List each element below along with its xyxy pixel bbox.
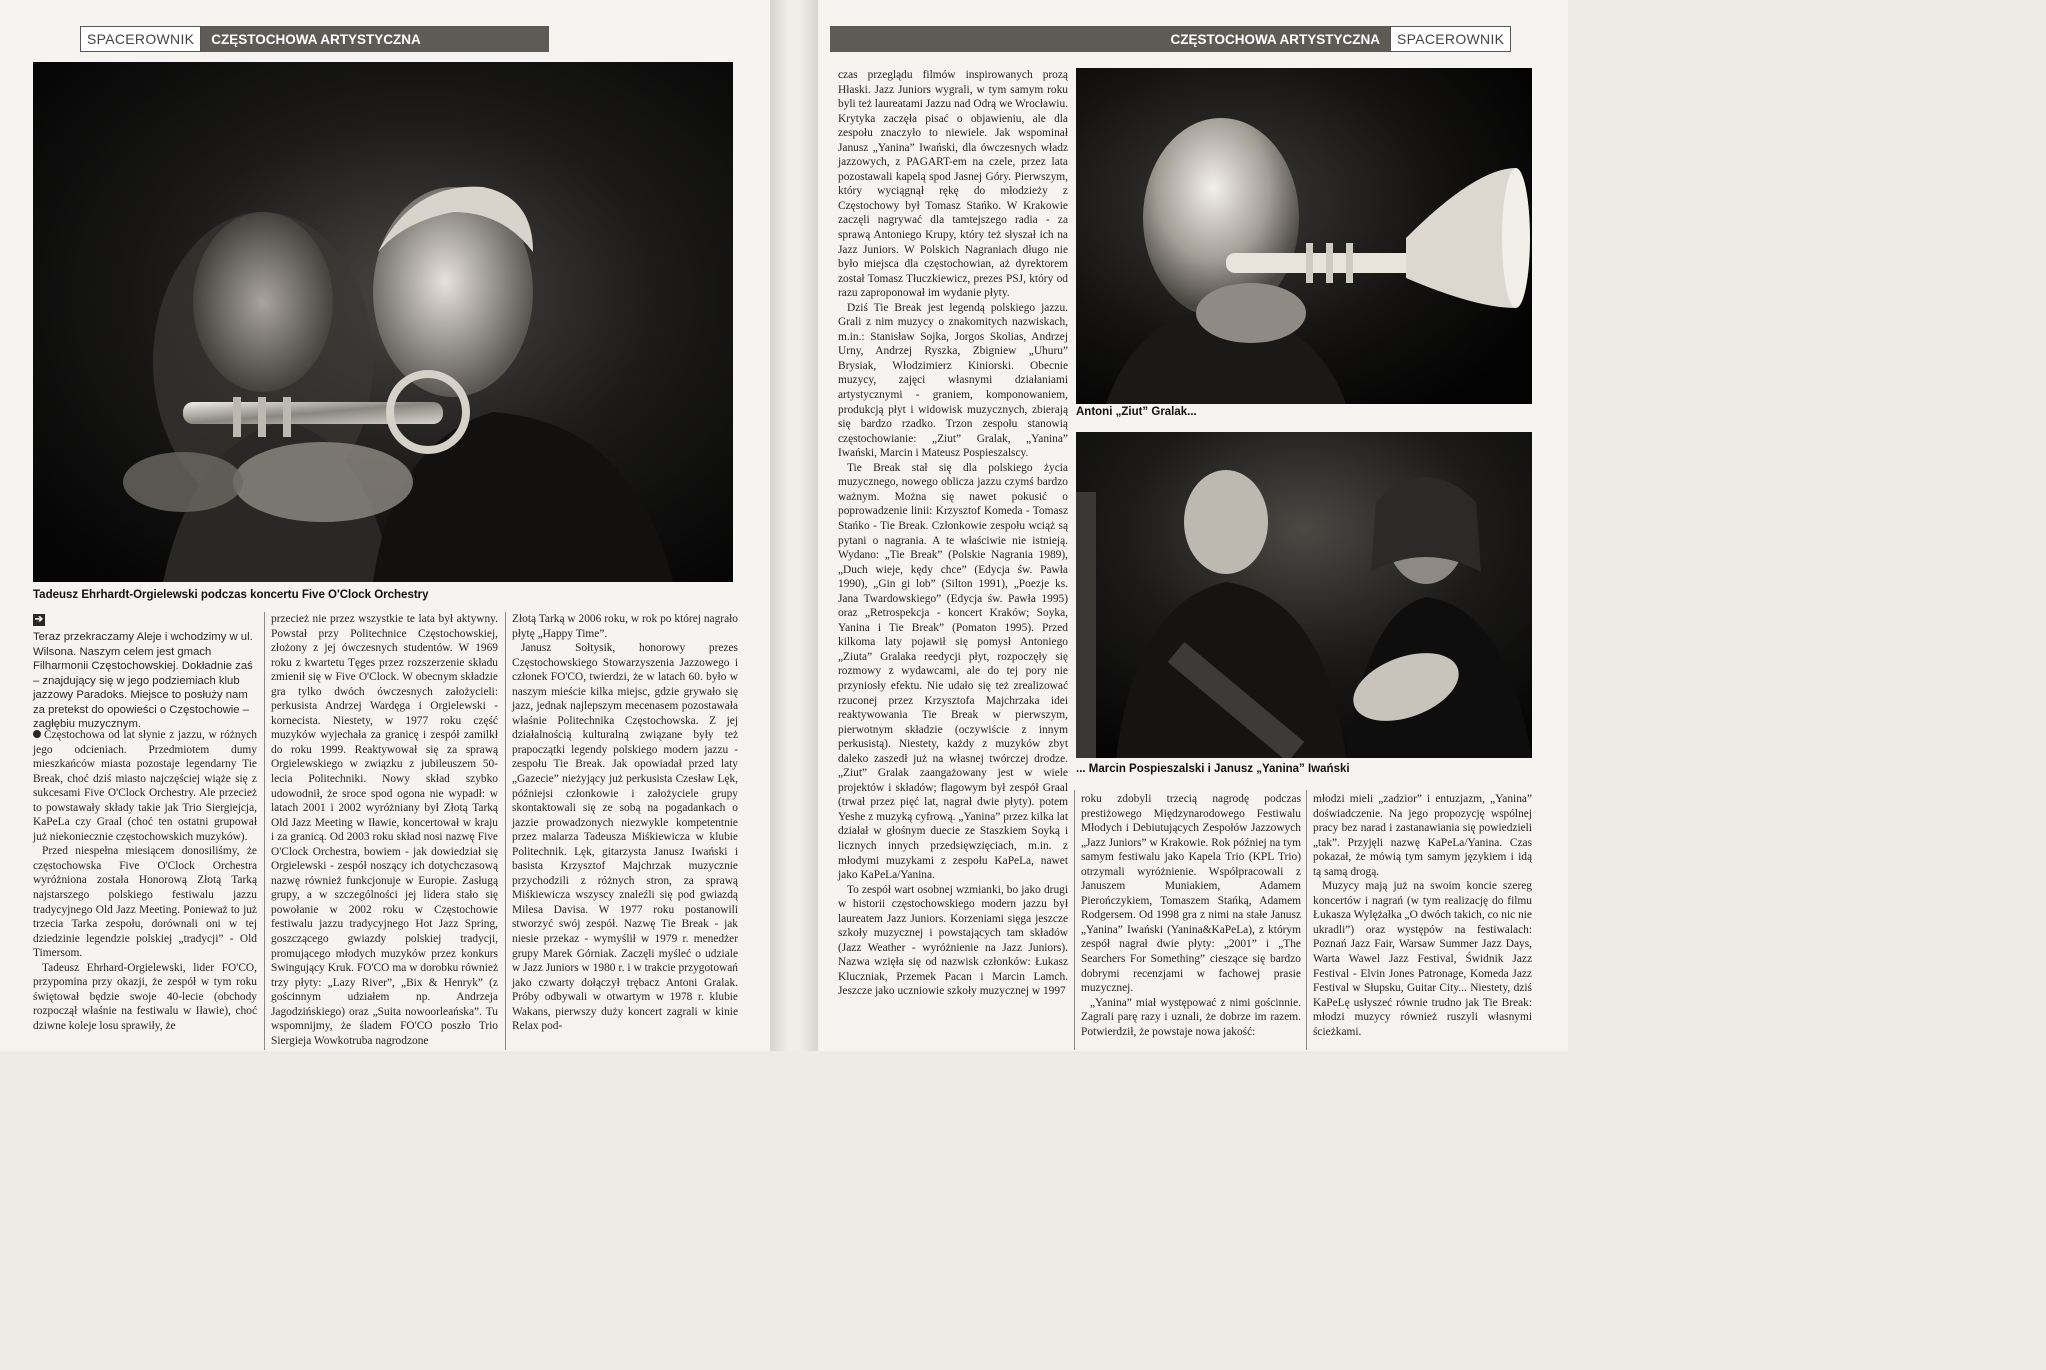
section-label: SPACEROWNIK: [1390, 26, 1511, 52]
paragraph: [33, 728, 257, 844]
paragraph-text: Częstochowa od lat słynie z jazzu, w różnych jego odcieniach. Przedmiotem dumy mieszkańców miasta pozostaje legendarny Tie Break, choć dziś miasto najczęściej wiąże się z sukcesami Five O'Clock Orchestry. Ale przecież to powstawały składy takie jak Trio Siergiejcja, KaPeLa czy Graal (choć ten ostatni grupował już niekoniecznie częstochowskich muzyków).: [33, 729, 257, 843]
section-title: CZĘSTOCHOWA ARTYSTYCZNA: [201, 26, 549, 52]
paragraph: Złotą Tarką w 2006 roku, w rok po której nagrało płytę „Happy Time”.: [512, 613, 738, 640]
photo-caption-1: Antoni „Ziut” Gralak...: [1076, 406, 1197, 418]
paragraph: Tie Break stał się dla polskiego życia muzycznego, nowego oblicza jazzu czymś bardzo ważnym. Można się nawet pokusić o poprowadzenie linii: Krzysztof Komeda - Tomasz Stańko - Tie Break. Członkowie zespołu wciąż są pytani o nagrania. A te właściwie nie istnieją. Wydano: „Tie Break” (Polskie Nagrania 1989), „Duch wieje, kędy chce” (Edycja św. Pawła 1990), „Gin gi lob” (Silton 1991), „Poezje ks. Jana Twardowskiego” (Edycja św. Pawła 1995) oraz „Retrospekcja - koncert Kraków; Soyka, Yanina i Tie Break” (Pomaton 1995). Przed kilkoma laty pojawił się pomysł Antoniego „Ziuta” Gralaka reedycji płyt, rozpoczęły się rozmowy z wydawcami, ale do tej pory nie przyniosły efektu. Nie udało się też zrealizować rzuconej przez Krzysztofa Majchrzaka idei reaktywowania Tie Break w pierwszym, pierwotnym składzie (oczywiście z innym perkusistą). Niestety, każdy z muzyków zbyt daleko zaszedł już na własnej twórczej drodze. „Ziut” Gralak zaangażowany jest w wiele projektów i składów; flagowym był zespół Graal (trwał przez pięć lat, nagrał dwie płyty). potem Yeshe z muzyką cyfrową. „Yanina” przez kilka lat działał w głośnym duecie ze Staszkiem Soyką i licznych innych przedsięwzięciach, m.in. z młodymi muzykami z zespołu KaPeLa, nawet jako KaPeLa/Yanina.: [838, 461, 1068, 882]
lead-paragraph: Teraz przekraczamy Aleje i wchodzimy w ul. Wilsona. Naszym celem jest gmach Filharmonii Częstochowskiej. Dokładnie zaś – znajdujący się w jego podziemiach klub jazzowy Paradoks. Miejsce to posłuży nam za pretekst do opowieści o Częstochowie – zagłębiu muzycznym.: [33, 631, 253, 730]
photo-trumpeter-gralak: [1076, 68, 1532, 404]
page-header: [830, 26, 1511, 52]
paragraph: Przed niespełna miesiącem donosiliśmy, że częstochowska Five O'Clock Orchestra wyróżniona została Honorową Złotą Tarką najstarszego polskiego festiwalu jazzu tradycyjnego Old Jazz Meeting. Ponieważ to już trzecia Tarka zespołu, dorównali oni w tej dziedzinie legendzie polskiej „tradycji” - Old Timersom.: [33, 845, 257, 960]
photo-caption: Tadeusz Ehrhardt-Orgielewski podczas koncertu Five O'Clock Orchestry: [33, 589, 429, 601]
paragraph: Muzycy mają już na swoim koncie szereg koncertów i nagrań (w tym realizację do filmu Łukasza Wylężałka „O dwóch takich, co nic nie ukradli”) oraz występów na festiwalach: Poznań Jazz Fair, Warsaw Summer Jazz Days, Warta Wawel Jazz Festival, Świdnik Jazz Festival - Elvin Jones Patronage, Komeda Jazz Festival w Słupsku, Guitar City... Niestety, dziś KaPeLę usłyszeć równie trudno jak Tie Break: młodzi muzycy również ruszyli własnymi ścieżkami.: [1313, 880, 1532, 1038]
paragraph: To zespół wart osobnej wzmianki, bo jako drugi w historii częstochowskiego modern jazzu był laureatem Jazz Juniors. Korzeniami sięga jeszcze szkoły muzycznej i powstających tam składów (Jazz Weather - wyróżnienie na Jazz Juniors). Nazwa wzięła się od nazwisk członków: Łukasz Kluczniak, Przemek Pacan i Marcin Lamch. Jeszcze jako uczniowie szkoły muzycznej w 1997: [838, 883, 1068, 998]
section-label: SPACEROWNIK: [80, 26, 201, 52]
column-divider: [264, 612, 265, 1050]
page-header: [80, 26, 549, 52]
paragraph: czas przeglądu filmów inspirowanych prozą Hłaski. Jazz Juniors wygrali, w tym samym roku byli też laureatami Jazzu nad Odrą we Wrocławiu. Krytyka zaczęła pisać o objawieniu, ale dla zespołu znaczyło to niewiele. Jak wspominał Janusz „Yanina” Iwański, dla ówczesnych władz jazzowych, z PAGART-em na czele, przez lata pozostawali kapelą spod Jasnej Góry. Pierwszym, który wyciągnął rękę do młodzieży z Częstochowy był Tomasz Stańko. W Krakowie zaczęli nagrywać dla tamtejszego radia - za sprawą Antoniego Krupy, który też słyszał ich na Jazz Juniors. W Polskich Nagraniach długo nie było miejsca dla częstochowian, aż dyrektorem został Tomasz Tłuczkiewicz, prezes PSJ, który od razu zaproponował im wydanie płyty.: [838, 69, 1068, 300]
paragraph: „Yanina” miał występować z nimi gościnnie. Zagrali parę razy i uznali, że dobrze im razem. Potwierdził, że powstaje nowa jakość:: [1081, 996, 1301, 1038]
arrow-icon: ➔: [34, 614, 44, 625]
photo-guitarists: [1076, 432, 1532, 758]
photo-caption-2: ... Marcin Pospieszalski i Janusz „Yanina” Iwański: [1076, 763, 1350, 775]
paragraph: Janusz Sołtysik, honorowy prezes Częstochowskiego Stowarzyszenia Jazzowego i członek FO'CO, twierdzi, że w latach 60. było w naszym mieście kilka miejsc, gdzie grywało się jazz, jednak najlepszym mecenasem pozostawała właśnie Politechnika Częstochowska. Z jej działalnością kulturalną związane były też prapoczątki legendy polskiego modern jazzu - zespołu Tie Break. Jak opowiadał przed laty „Gazecie” nieżyjący już perkusista Czesław Lęk, późniejsi członkowie i założyciele grupy skontaktowali się ze sobą na pogadankach o jazzie prowadzonych niezwykle kompetentnie przez malarza Tadeusza Miśkiewicza w klubie Politechnik. Lęk, gitarzysta Janusz Iwański i basista Krzysztof Majchrzak muzycznie przychodzili z różnych stron, za sprawą Miśkiewicza wszyscy znaleźli się pod gwiazdą Milesa Davisa. W 1977 roku postanowili stworzyć swój zespół. Nazwę Tie Break - jak niesie przekaz - wymyślił w 1979 r. menedżer grupy Marek Górniak. Zaczęli myśleć o udziale w Jazz Juniors w 1980 r. i w trakcie przygotowań jako czwarty dołączył trębacz Antoni Gralak. Próby odbywali w otwartym w 1978 r. klubie Wakans, pierwszy duży koncert zagrali w kinie Relax pod-: [512, 642, 738, 1033]
paragraph: przecież nie przez wszystkie te lata był aktywny. Powstał przy Politechnice Częstochowskiej, złożony z jej ówczesnych studentów. W 1969 roku z kwartetu Tęges przez rozszerzenie składu zmienił się w Five O'Clock. W obecnym składzie gra tylko dwóch ówczesnych założycieli: perkusista Andrzej Wardęga i Orgielewski - kornecista. Niestety, w 1977 roku część muzyków wyjechała za granicę i zespół zamilkł do roku 1999. Reaktywował się za sprawą Orgielewskiego w związku z jubileuszem 50-lecia Politechniki. Nowy skład szybko udowodnił, że sroce spod ogona nie wypadł: w latach 2001 i 2002 wyróżniany był Złotą Tarką Old Jazz Meeting w Iławie, koncertował w kraju i za granicą. Od 2003 roku skład nosi nazwę Five O'Clock Orchestra, bowiem - jak dowiedział się Orgielewski - zespół noszący ich dotychczasową nazwę również funkcjonuje w Europie. Zasługą grupy, a w szczególności jej lidera stało się powołanie w 2002 roku w Częstochowie festiwalu jazzu tradycyjnego Hot Jazz Spring, goszczącego gwiazdy polskiej tradycji, promującego młodych muzyków przez konkurs Swingujący Kruk. FO'CO ma w dorobku również trzy płyty: „Lazy River”, „Bix & Henryk” (z gościnnym udziałem np. Andrzeja Jagodzińskiego) oraz „Suita nowoorleańska”. Tu wspomnijmy, że śladem FO'CO poszło Trio Siergieja Wowkotruba nagrodzone: [271, 613, 498, 1047]
right-page: [818, 0, 1568, 1051]
text-column-1: [838, 68, 1068, 999]
column-divider: [1306, 790, 1307, 1050]
text-column-2: [1081, 792, 1301, 1039]
paragraph: Dziś Tie Break jest legendą polskiego jazzu. Grali z nim muzycy o znakomitych nazwiskach, m.in.: Stanisław Sojka, Jorgos Skolias, Andrzej Urny, Andrzej Ryszka, Zbigniew „Uhuru” Brysiak, Włodzimierz Kiniorski. Obecnie muzycy, zajęci własnymi działaniami artystycznymi - graniem, komponowaniem, produkcją płyt i widowisk muzycznych, zbierają się bardzo rzadko. Trzon zespołu stanowią częstochowianie: „Ziut” Gralak, „Yanina” Iwański, Marcin i Mateusz Pospieszalscy.: [838, 301, 1068, 460]
section-title: CZĘSTOCHOWA ARTYSTYCZNA: [830, 26, 1390, 52]
bullet-icon: [33, 730, 41, 738]
page-gutter: [770, 0, 818, 1051]
paragraph: Tadeusz Ehrhard-Orgielewski, lider FO'CO, przypomina przy okazji, że zespół w tym roku świętował będzie swoje 40-lecie (obchody rozpoczął właśnie na festiwalu w Iławie), choć dziwne koleje losu sprawiły, że: [33, 961, 257, 1032]
column-divider: [505, 612, 506, 1050]
text-column-3: [1313, 792, 1532, 1039]
paragraph: roku zdobyli trzecią nagrodę podczas prestiżowego Międzynarodowego Festiwalu Młodych i Debiutujących Zespołów Jazzowych „Jazz Juniors” w Krakowie. Rok później na tym samym festiwalu jako Kapela Trio (KPL Trio) otrzymali wyróżnienie. Współpracowali z Januszem Muniakiem, Adamem Pierończykiem, Tomaszem Stańką, Adamem Rodgersem. Od 1998 gra z nimi na stałe Janusz „Yanina” Iwański (Yanina&KaPeLa), z którym zespół nagrał dwie płyty: „2001” i „The Searchers For Something” cieszące się bardzo dobrymi recenzjami w fachowej prasie muzycznej.: [1081, 793, 1301, 995]
left-page: [0, 0, 770, 1051]
text-column-3: [512, 612, 738, 1034]
text-column-2: [271, 612, 498, 1048]
photo-trumpeter: [33, 62, 733, 582]
paragraph: młodzi mieli „zadzior” i entuzjazm, „Yanina” doświadczenie. Na jego propozycję wspólnej pracy bez narad i zastanawiania się powiedzieli „tak”. Przyjęli nazwę KaPeLa/Yanina. Czas pokazał, że mówią tym samym językiem i idą tą samą drogą.: [1313, 793, 1532, 878]
text-column-1: [33, 728, 257, 1033]
column-divider: [1074, 790, 1075, 1050]
